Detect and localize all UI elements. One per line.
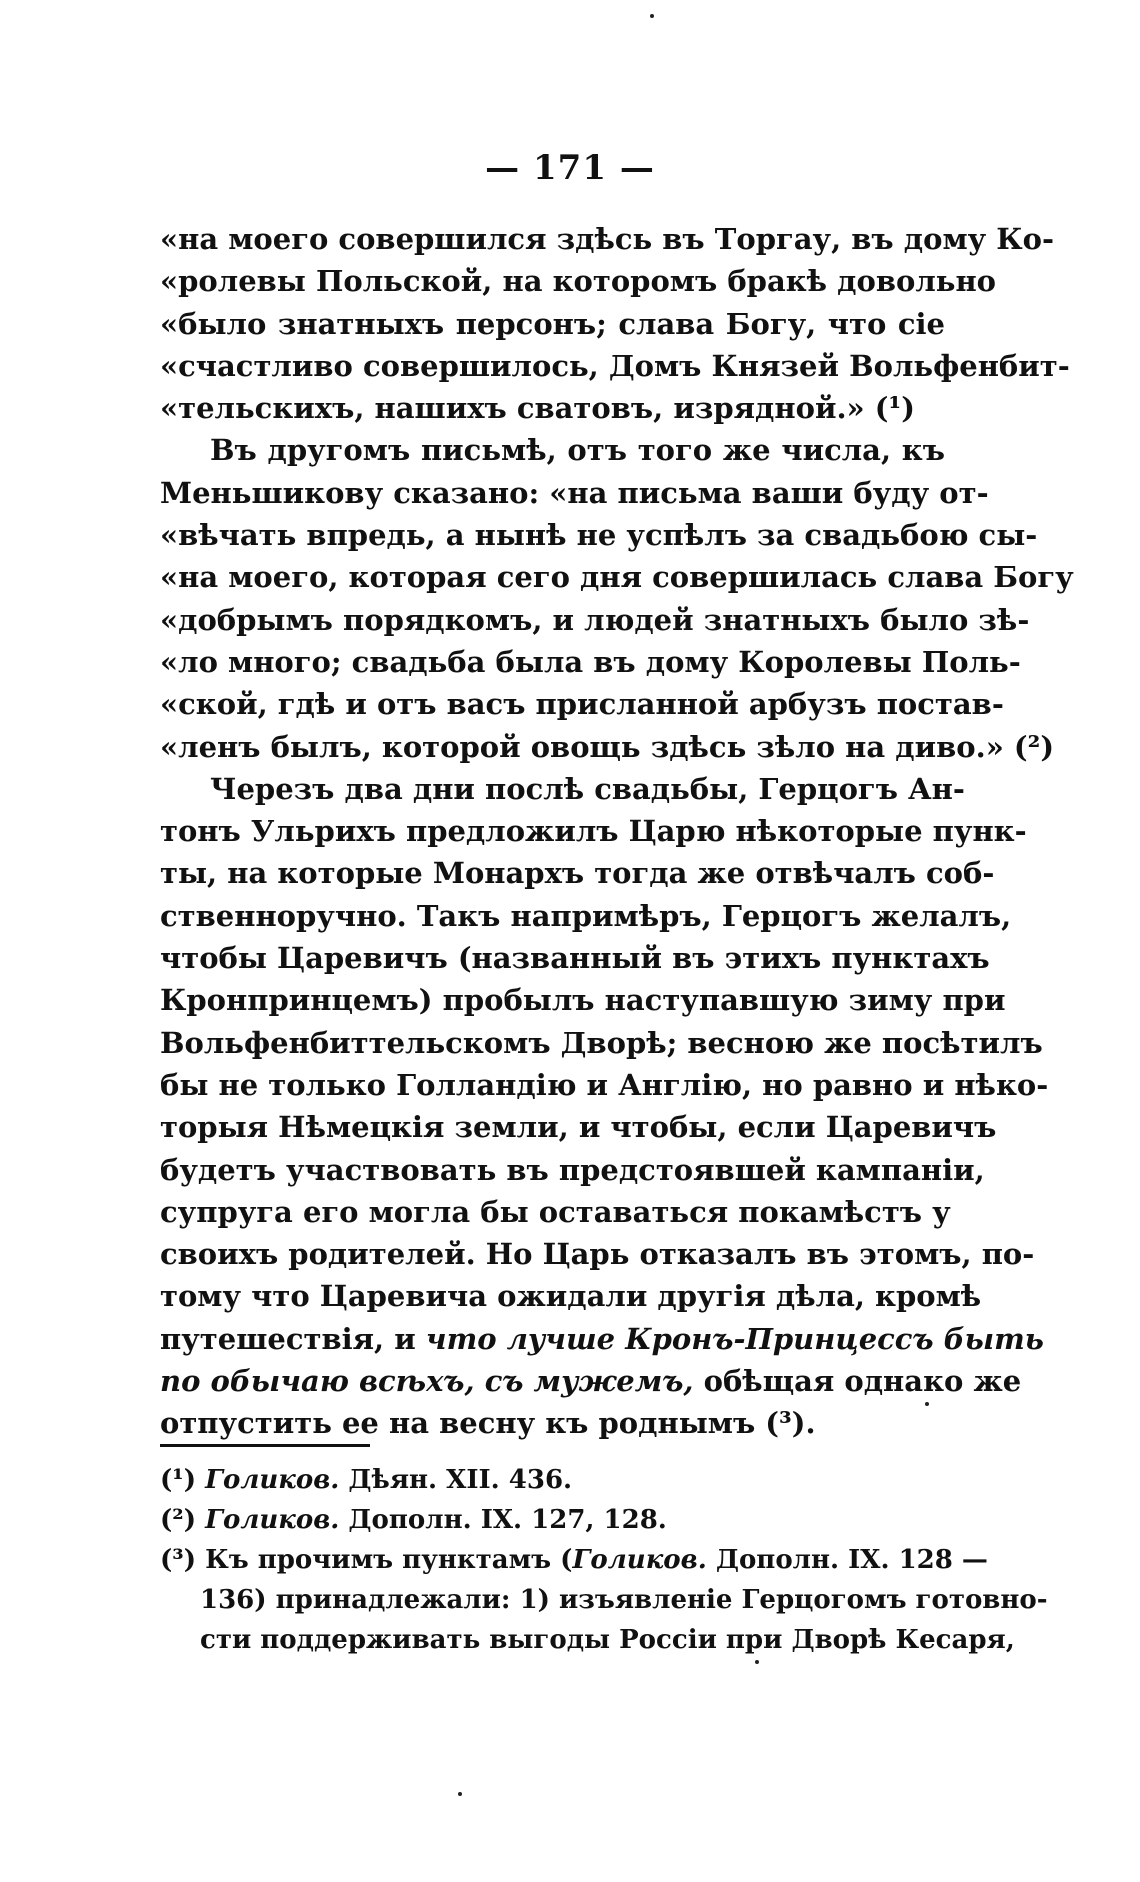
- footnote-text: Къ прочимъ пунктамъ (: [205, 1545, 573, 1575]
- text-run: обѣщая однако же: [693, 1364, 1022, 1399]
- footnotes: [160, 1460, 1048, 1660]
- footnote-source: Голиков.: [205, 1465, 340, 1495]
- print-speck: [458, 1792, 462, 1796]
- footnote-ref: Дополн. IX. 127, 128.: [348, 1505, 667, 1535]
- footnote-3: [160, 1540, 988, 1580]
- text-line: «вѣчать впредь, а нынѣ не успѣлъ за свадьбою сы-: [160, 518, 1038, 553]
- footnote-2: [160, 1500, 945, 1540]
- print-speck: [925, 1402, 929, 1406]
- footnote-3-continued: сти поддерживать выгоды Россіи при Дворѣ Кесаря,: [200, 1625, 1015, 1655]
- text-line: бы не только Голландію и Англію, но равно и нѣко-: [160, 1067, 1049, 1102]
- text-line: тому что Царевича ожидали другія дѣла, кромѣ: [160, 1279, 982, 1314]
- text-line: тонъ Ульрихъ предложилъ Царю нѣкоторые пунк-: [160, 814, 1027, 849]
- italic-quote: что лучше Кронъ-Принцессъ быть: [425, 1321, 1044, 1356]
- text-line-mixed: [160, 1318, 1044, 1360]
- text-line: Меньшикову сказано: «на письма ваши буду от-: [160, 475, 989, 510]
- text-line: «было знатныхъ персонъ; слава Богу, что сіе: [160, 306, 945, 341]
- page-number: — 171 —: [485, 148, 655, 188]
- text-line: отпустить ее на весну къ роднымъ (³).: [160, 1406, 816, 1441]
- text-line: «ло много; свадьба была въ дому Королевы Поль-: [160, 644, 1021, 679]
- text-line-mixed: [160, 1360, 1022, 1402]
- footnote-ref: Дѣян. XII. 436.: [348, 1465, 573, 1495]
- text-line: будетъ участвовать въ предстоявшей кампаніи,: [160, 1152, 985, 1187]
- text-line: «ленъ былъ, которой овощь здѣсь зѣло на диво.» (²): [160, 729, 1055, 764]
- text-line: торыя Нѣмецкія земли, и чтобы, если Царевичъ: [160, 1110, 997, 1145]
- text-line: Кронпринцемъ) пробылъ наступавшую зиму при: [160, 983, 1006, 1018]
- footnote-marker: (³): [160, 1545, 196, 1575]
- footnote-1: [160, 1460, 945, 1500]
- italic-quote: по обычаю всѣхъ, съ мужемъ,: [160, 1364, 694, 1399]
- text-line: «на моего, которая сего дня совершилась слава Богу: [160, 560, 1074, 595]
- body-text: [160, 218, 1074, 1445]
- footnote-marker: (²): [160, 1505, 196, 1535]
- text-line: «тельскихъ, нашихъ сватовъ, изрядной.» (¹): [160, 391, 915, 426]
- text-run: путешествія, и: [160, 1321, 426, 1356]
- text-line: Вольфенбиттельскомъ Дворѣ; весною же посѣтилъ: [160, 1025, 1043, 1060]
- text-line: «добрымъ порядкомъ, и людей знатныхъ было зѣ-: [160, 602, 1030, 637]
- footnote-text: Дополн. IX. 128 —: [706, 1545, 988, 1575]
- text-line: чтобы Царевичъ (названный въ этихъ пунктахъ: [160, 941, 990, 976]
- print-speck: [755, 1660, 759, 1664]
- text-line: Черезъ два дни послѣ свадьбы, Герцогъ Ан-: [210, 771, 965, 806]
- footnote-source: Голиков.: [205, 1505, 340, 1535]
- text-line: своихъ родителей. Но Царь отказалъ въ этомъ, по-: [160, 1237, 1035, 1272]
- footnote-3-continued: 136) принадлежали: 1) изъявленіе Герцогомъ готовно-: [200, 1585, 1048, 1615]
- text-line: Въ другомъ письмѣ, отъ того же числа, къ: [210, 433, 945, 468]
- footnote-marker: (¹): [160, 1465, 196, 1495]
- footnote-source: Голиков.: [572, 1545, 707, 1575]
- text-line: ты, на которые Монархъ тогда же отвѣчалъ соб-: [160, 856, 995, 891]
- text-line: ственноручно. Такъ напримѣръ, Герцогъ желалъ,: [160, 898, 1012, 933]
- text-line: супруга его могла бы оставаться покамѣстъ у: [160, 1194, 951, 1229]
- print-speck: [650, 14, 654, 18]
- text-line: «счастливо совершилось, Домъ Князей Вольфенбит-: [160, 348, 1070, 383]
- text-line: «ролевы Польской, на которомъ бракѣ довольно: [160, 264, 997, 299]
- text-line: «ской, гдѣ и отъ васъ присланной арбузъ постав-: [160, 687, 1004, 722]
- footnote-divider: [160, 1444, 370, 1447]
- text-line: «на моего совершился здѣсь въ Торгау, въ дому Ко-: [160, 222, 1055, 256]
